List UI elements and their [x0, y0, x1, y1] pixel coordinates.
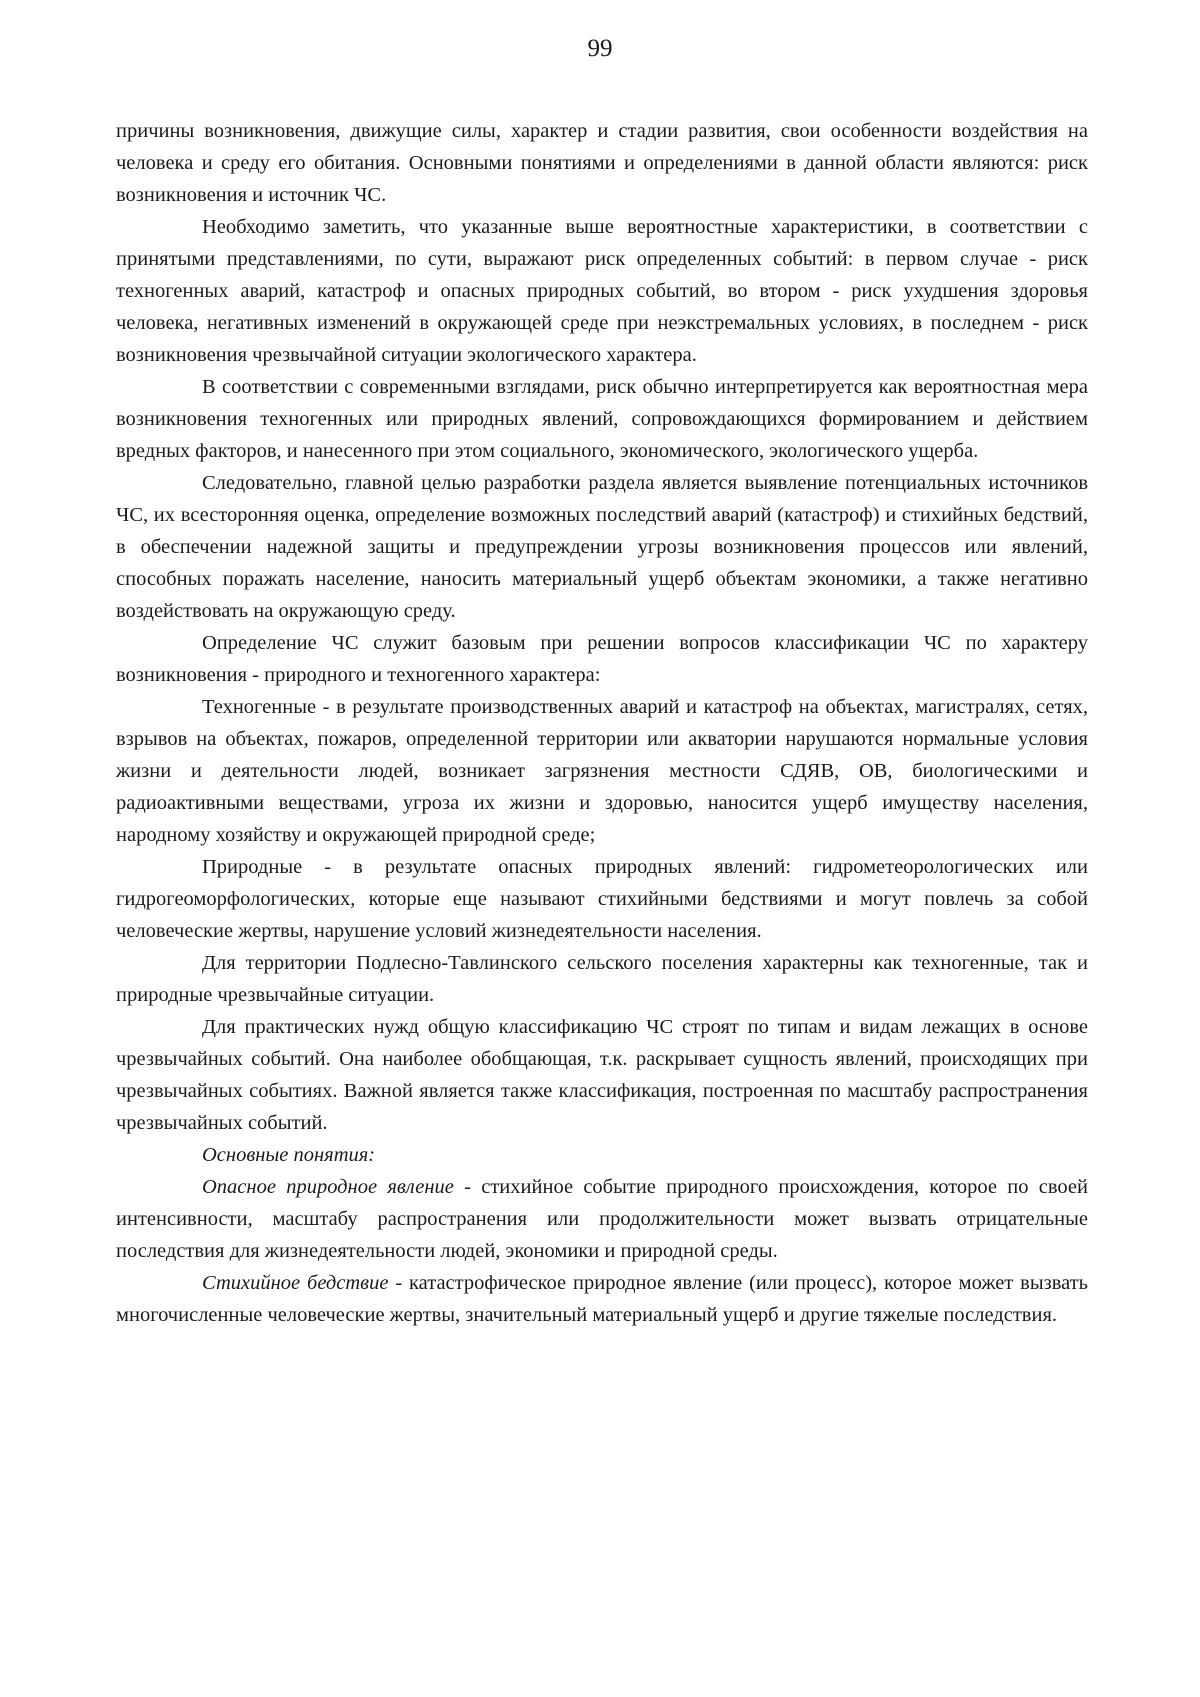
paragraph-section-goal: Следовательно, главной целью разработки раздела является выявление потенциальных источников ЧС, их всесторонняя оценка, определение возможных последствий аварий (катастроф) и стихийных бедствий, в обеспечении надежной защиты и предупреждении угрозы возникновения процессов или явлений, способных поражать население, наносить материальный ущерб объектам экономики, а также негативно воздействовать на окружающую среду.: [116, 472, 1088, 622]
paragraph-practical-classification: Для практических нужд общую классификацию ЧС строят по типам и видам лежащих в основе чрезвычайных событий. Она наиболее обобщающая, т.к. раскрывает сущность явлений, происходящих при чрезвычайных событиях. Важной является также классификация, построенная по масштабу распространения чрезвычайных событий.: [116, 1016, 1088, 1134]
paragraph-natural: Природные - в результате опасных природных явлений: гидрометеорологических или гидрогеоморфологических, которые еще называют стихийными бедствиями и могут повлечь за собой человеческие жертвы, нарушение условий жизнедеятельности населения.: [116, 856, 1088, 942]
document-body: [116, 115, 1088, 1331]
paragraph-risk-interpretation: В соответствии с современными взглядами, риск обычно интерпретируется как вероятностная мера возникновения техногенных или природных явлений, сопровождающихся формированием и действием вредных факторов, и нанесенного при этом социального, экономического, экологического ущерба.: [116, 376, 1088, 462]
definition-hazardous-phenomenon: [116, 1171, 1088, 1267]
definition-natural-disaster: [116, 1267, 1088, 1331]
definition-term: Опасное природное явление: [202, 1176, 454, 1198]
paragraph-territory: Для территории Подлесно-Тавлинского сельского поселения характерны как техногенные, так и природные чрезвычайные ситуации.: [116, 952, 1088, 1006]
paragraph-technogenic: Техногенные - в результате производственных аварий и катастроф на объектах, магистралях, сетях, взрывов на объектах, пожаров, определенной территории или акватории нарушаются нормальные условия жизни и деятельности людей, возникает загрязнения местности СДЯВ, ОВ, биологическими и радиоактивными веществами, угроза их жизни и здоровью, наносится ущерб имуществу населения, народному хозяйству и окружающей природной среде;: [116, 696, 1088, 846]
paragraph-classification-basis: Определение ЧС служит базовым при решении вопросов классификации ЧС по характеру возникновения - природного и техногенного характера:: [116, 632, 1088, 686]
definition-term: Стихийное бедствие: [202, 1272, 389, 1294]
paragraph-risk-sources: причины возникновения, движущие силы, характер и стадии развития, свои особенности воздействия на человека и среду его обитания. Основными понятиями и определениями в данной области являются: риск возникновения и источник ЧС.: [116, 120, 1088, 206]
definition-text: - стихийное событие природного происхождения, которое по своей интенсивности, масштабу распространения или продолжительности может вызвать отрицательные последствия для жизнедеятельности людей, экономики и природной среды.: [116, 1176, 1088, 1262]
definition-text: - катастрофическое природное явление (или процесс), которое может вызвать многочисленные человеческие жертвы, значительный материальный ущерб и другие тяжелые последствия.: [116, 1272, 1088, 1326]
paragraph-probability-characteristics: Необходимо заметить, что указанные выше вероятностные характеристики, в соответствии с принятыми представлениями, по сути, выражают риск определенных событий: в первом случае - риск техногенных аварий, катастроф и опасных природных событий, во втором - риск ухудшения здоровья человека, негативных изменений в окружающей среде при неэкстремальных условиях, в последнем - риск возникновения чрезвычайной ситуации экологического характера.: [116, 216, 1088, 366]
basic-concepts-heading: [116, 1139, 1088, 1171]
page-number: 99: [587, 35, 613, 62]
basic-concepts-label: Основные понятия:: [202, 1144, 376, 1166]
